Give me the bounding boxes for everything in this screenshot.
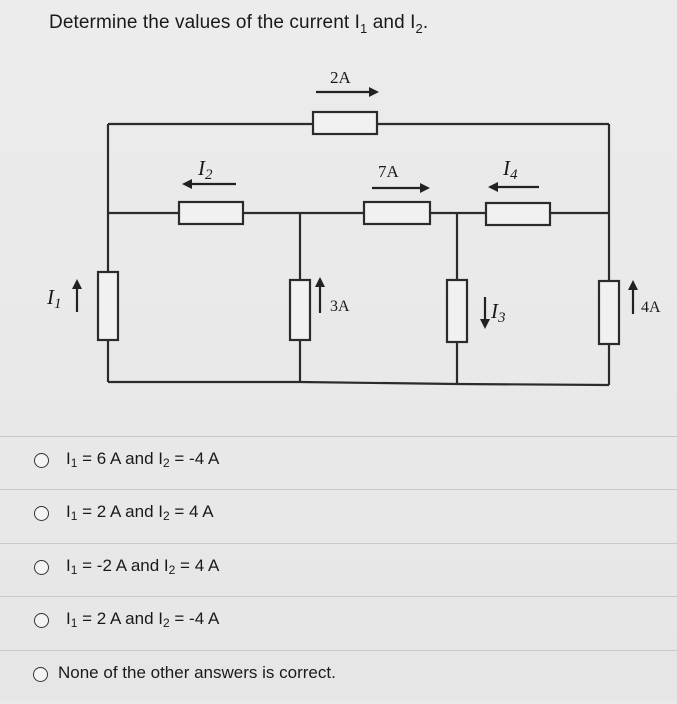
resistor-i3 (447, 280, 467, 342)
resistor-top (313, 112, 377, 134)
option-2[interactable] (0, 491, 677, 543)
radio-option-1[interactable] (34, 453, 49, 468)
option-1[interactable] (0, 438, 677, 490)
radio-option-4[interactable] (34, 613, 49, 628)
label-i2: I2 (198, 156, 213, 183)
resistor-i1 (98, 272, 118, 340)
resistor-3a (290, 280, 310, 340)
option-4-label: $I_1 = 2$ A and $I_2 = -4$ A (66, 609, 220, 630)
option-2-label: $I_1 = 2$ A and $I_2 = 4$ A (66, 502, 214, 523)
resistor-i2 (179, 202, 243, 224)
option-5-label: None of the other answers is correct. (58, 663, 336, 682)
resistor-i4 (486, 203, 550, 225)
radio-option-5[interactable] (33, 667, 48, 682)
separator (0, 436, 677, 437)
resistor-4a (599, 281, 619, 344)
option-3[interactable] (0, 545, 677, 597)
option-4[interactable] (0, 598, 677, 650)
label-4a: 4A (641, 299, 661, 316)
option-3-label: $I_1 = -2$ A and $I_2 = 4$ A (66, 556, 220, 577)
label-7a: 7A (378, 162, 399, 181)
label-i1: I1 (47, 285, 62, 312)
question-text: Determine the values of the current $I_1$ and $I_2$. (49, 12, 429, 36)
option-5[interactable] (0, 652, 677, 704)
separator (0, 543, 677, 544)
separator (0, 650, 677, 651)
label-3a: 3A (330, 298, 350, 315)
radio-option-3[interactable] (34, 560, 49, 575)
separator (0, 489, 677, 490)
label-2a: 2A (330, 68, 351, 87)
radio-option-2[interactable] (34, 506, 49, 521)
option-1-label: $I_1 = 6$ A and $I_2 = -4$ A (66, 449, 220, 470)
label-i4: I4 (503, 156, 518, 183)
separator (0, 596, 677, 597)
label-i3: I3 (491, 299, 506, 326)
resistor-7a (364, 202, 430, 224)
